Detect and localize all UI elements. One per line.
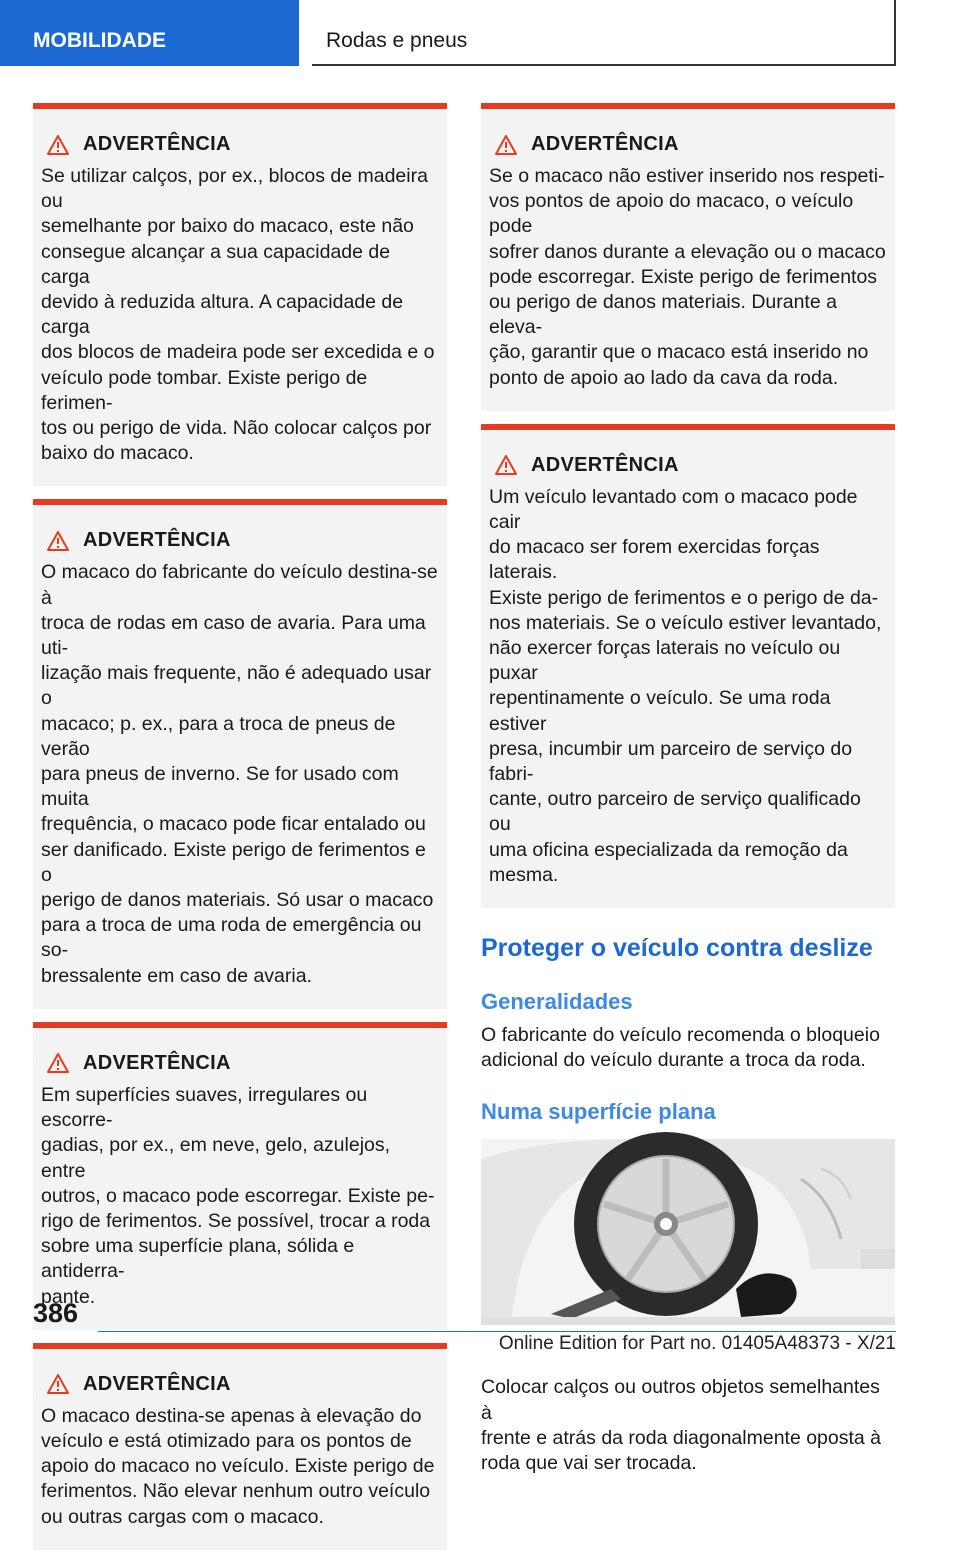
text-line: consegue alcançar a sua capacidade de carga — [41, 240, 391, 288]
warning-title-text: ADVERTÊNCIA — [531, 133, 679, 155]
text-line: apoio do macaco no veículo. Existe perigo de — [41, 1455, 435, 1478]
text-line: ou outras cargas com o macaco. — [41, 1505, 324, 1528]
footer-edition: Online Edition for Part no. 01405A48373 - X/21 — [498, 1333, 896, 1354]
text-line: roda que vai ser trocada. — [481, 1452, 697, 1475]
warning-text — [41, 560, 439, 988]
text-line: ferimentos. Não elevar nenhum outro veículo — [41, 1480, 431, 1503]
warning-triangle-icon — [47, 531, 69, 551]
right-column — [481, 103, 895, 1476]
text-line: lização mais frequente, não é adequado usar o — [41, 662, 432, 710]
text-line: vos pontos de apoio do macaco, o veículo pode — [489, 190, 854, 238]
text-line: adicional do veículo durante a troca da roda. — [481, 1049, 866, 1072]
text-line: outros, o macaco pode escorregar. Existe pe- — [41, 1184, 435, 1207]
warning-box — [33, 1022, 447, 1330]
warning-text — [41, 1404, 439, 1530]
header-section: MOBILIDADE — [0, 0, 299, 66]
text-line: pode escorregar. Existe perigo de ferimentos — [489, 265, 878, 288]
text-line: mesma. — [489, 863, 559, 886]
text-line: Colocar calços ou outros objetos semelhantes à — [481, 1376, 880, 1424]
text-line: sobre uma superfície plana, sólida e antiderra- — [41, 1235, 355, 1283]
text-line: frequência, o macaco pode ficar entalado ou — [41, 813, 426, 836]
text-line: Existe perigo de ferimentos e o perigo de da- — [489, 586, 879, 609]
warning-triangle-icon — [495, 135, 517, 155]
warning-title — [41, 1052, 439, 1075]
text-line: ser danificado. Existe perigo de ferimentos e o — [41, 838, 426, 886]
warning-title — [41, 133, 439, 156]
warning-title — [489, 454, 887, 477]
text-line: ção, garantir que o macaco está inserido no — [489, 341, 869, 364]
section-heading: Proteger o veículo contra deslize — [481, 934, 873, 963]
page-number: 386 — [33, 1298, 79, 1328]
text-line: ponto de apoio ao lado da cava da roda. — [489, 366, 839, 389]
text-line: gadias, por ex., em neve, gelo, azulejos, entre — [41, 1134, 391, 1182]
warning-title-text: ADVERTÊNCIA — [83, 1372, 231, 1395]
warning-text — [41, 1083, 439, 1310]
header-chapter: Rodas e pneus — [312, 0, 896, 66]
text-line: O macaco do fabricante do veículo destina-se à — [41, 561, 438, 609]
text-line: veículo pode tombar. Existe perigo de ferimen- — [41, 366, 368, 414]
warning-triangle-icon — [47, 135, 69, 155]
text-line: para a troca de uma roda de emergência ou so- — [41, 914, 422, 962]
warning-text — [41, 164, 439, 466]
warning-triangle-icon — [495, 455, 517, 475]
text-line: baixo do macaco. — [41, 442, 194, 465]
text-line: dos blocos de madeira pode ser excedida e o — [41, 341, 435, 364]
text-line: Em superfícies suaves, irregulares ou escorre- — [41, 1083, 368, 1132]
warning-title-text: ADVERTÊNCIA — [83, 1051, 231, 1074]
warning-text — [489, 164, 887, 391]
warning-title — [41, 529, 439, 552]
text-line: bressalente em caso de avaria. — [41, 964, 312, 987]
warning-title — [41, 1373, 439, 1396]
text-line: uma oficina especializada da remoção da — [489, 838, 848, 861]
general-paragraph — [481, 1023, 895, 1073]
subheading-general: Generalidades — [481, 989, 633, 1015]
text-line: sofrer danos durante a elevação ou o macaco — [489, 240, 886, 263]
warning-title-text: ADVERTÊNCIA — [83, 529, 231, 552]
text-line: macaco; p. ex., para a troca de pneus de verão — [41, 712, 396, 760]
text-line: frente e atrás da roda diagonalmente oposta à — [481, 1426, 882, 1449]
warning-box — [481, 103, 895, 411]
warning-title — [489, 133, 887, 156]
text-line: cante, outro parceiro de serviço qualificado ou — [489, 788, 861, 836]
left-column — [33, 103, 447, 1563]
subheading-flat-surface: Numa superfície plana — [481, 1099, 716, 1125]
text-line: O macaco destina-se apenas à elevação do — [41, 1404, 422, 1427]
text-line: troca de rodas em caso de avaria. Para uma uti- — [41, 611, 426, 660]
text-line: pante. — [41, 1285, 96, 1308]
warning-title-text: ADVERTÊNCIA — [531, 453, 679, 476]
warning-box — [481, 424, 895, 908]
figure-caption — [481, 1375, 895, 1476]
text-line: repentinamente o veículo. Se uma roda estiver — [489, 687, 831, 735]
warning-title-text: ADVERTÊNCIA — [83, 133, 231, 155]
wheel-chock-illustration — [481, 1139, 895, 1325]
text-line: para pneus de inverno. Se for usado com muita — [41, 763, 399, 811]
warning-triangle-icon — [47, 1053, 69, 1073]
text-line: perigo de danos materiais. Só usar o macaco — [41, 889, 434, 912]
text-line: veículo e está otimizado para os pontos de — [41, 1429, 412, 1452]
text-line: Um veículo levantado com o macaco pode cair — [489, 485, 858, 534]
text-line: presa, incumbir um parceiro de serviço do fabri- — [489, 737, 853, 786]
text-line: devido à reduzida altura. A capacidade de carga — [41, 291, 404, 339]
text-line: Se o macaco não estiver inserido nos respeti- — [489, 165, 885, 187]
text-line: rigo de ferimentos. Se possível, trocar a roda — [41, 1209, 431, 1232]
warning-triangle-icon — [47, 1374, 69, 1394]
text-line: O fabricante do veículo recomenda o bloqueio — [481, 1024, 880, 1047]
text-line: nos materiais. Se o veículo estiver levantado, — [489, 611, 882, 634]
warning-text — [489, 485, 887, 888]
warning-box — [33, 499, 447, 1008]
warning-box — [33, 103, 447, 486]
text-line: do macaco ser forem exercidas forças laterais. — [489, 536, 820, 584]
warning-box — [33, 1343, 447, 1550]
text-line: ou perigo de danos materiais. Durante a eleva- — [489, 291, 837, 339]
text-line: semelhante por baixo do macaco, este não — [41, 215, 414, 238]
text-line: não exercer forças laterais no veículo ou puxar — [489, 637, 841, 685]
text-line: tos ou perigo de vida. Não colocar calços por — [41, 417, 432, 440]
text-line: Se utilizar calços, por ex., blocos de madeira ou — [41, 165, 428, 213]
